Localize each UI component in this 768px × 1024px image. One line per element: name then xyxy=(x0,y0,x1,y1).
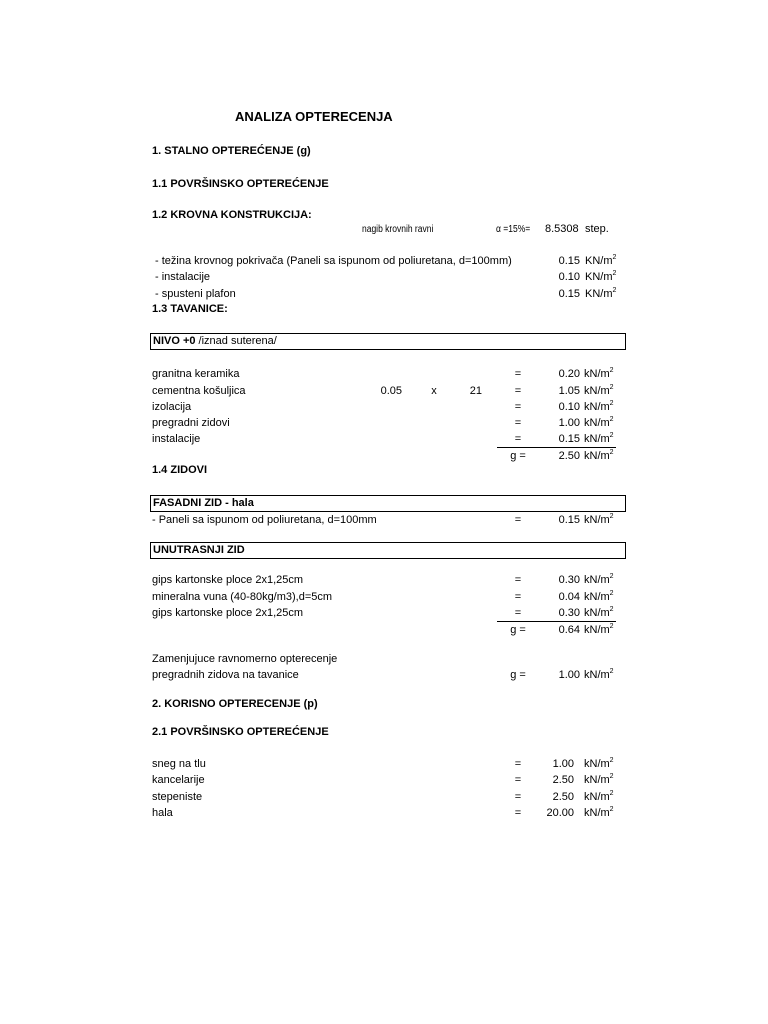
section-1-2-heading: 1.2 KROVNA KONSTRUKCIJA: xyxy=(152,209,312,221)
roof-row-value: 0.10 xyxy=(558,271,580,283)
floor-row-eq: = xyxy=(514,385,522,397)
fasadni-box-label: FASADNI ZID - hala xyxy=(153,497,254,509)
unutrasnji-box xyxy=(150,542,626,559)
roof-slope-alpha: α =15%= xyxy=(496,224,531,235)
live-load-row-label: sneg na tlu xyxy=(152,758,206,770)
floor-row-value: 1.00 xyxy=(558,417,580,429)
replacement-load-value: 1.00 xyxy=(558,669,580,681)
unutrasnji-box-label: UNUTRASNJI ZID xyxy=(153,544,245,556)
live-load-row-eq: = xyxy=(514,791,522,803)
wall-row-eq: = xyxy=(514,574,522,586)
fasadni-row-eq: = xyxy=(514,514,522,526)
roof-row-label: - instalacije xyxy=(155,271,211,283)
floor-row-factor-1: 0.05 xyxy=(380,385,402,397)
floor-row-label: pregradni zidovi xyxy=(152,417,230,429)
floor-row-label: izolacija xyxy=(152,401,192,413)
roof-row-label: - težina krovnog pokrivača (Paneli sa ispunom od poliuretana, d=100mm) xyxy=(155,255,512,267)
floor-total-label: g = xyxy=(510,450,526,462)
replacement-load-unit: $kN/m^2$ xyxy=(584,668,614,681)
floor-row-unit: $kN/m^2$ xyxy=(584,384,614,397)
roof-row-value: 0.15 xyxy=(558,255,580,267)
floor-total-unit: $kN/m^2$ xyxy=(584,449,614,462)
wall-row-value: 0.30 xyxy=(558,574,580,586)
floor-row-unit: $kN/m^2$ xyxy=(584,400,614,413)
wall-row-value: 0.04 xyxy=(558,591,580,603)
live-load-row-unit: $kN/m^2$ xyxy=(584,790,614,803)
floor-row-value: 0.20 xyxy=(558,368,580,380)
roof-slope-unit: step. xyxy=(585,223,609,235)
roof-row-unit: $KN/m^2$ xyxy=(585,270,617,283)
fasadni-row-unit: $kN/m^2$ xyxy=(584,513,614,526)
floor-sum-line xyxy=(497,447,616,448)
live-load-row-eq: = xyxy=(514,807,522,819)
fasadni-row-label: - Paneli sa ispunom od poliuretana, d=100mm xyxy=(152,514,377,526)
live-load-row-label: hala xyxy=(152,807,173,819)
section-1-1-heading: 1.1 POVRŠINSKO OPTEREĆENJE xyxy=(152,178,329,190)
section-2-1-heading: 2.1 POVRŠINSKO OPTEREĆENJE xyxy=(152,726,329,738)
live-load-row-label: stepeniste xyxy=(152,791,203,803)
wall-total-label: g = xyxy=(510,624,526,636)
floor-row-eq: = xyxy=(514,433,522,445)
roof-row-unit: $KN/m^2$ xyxy=(585,287,617,300)
live-load-row-value: 20.00 xyxy=(546,807,574,819)
live-load-row-unit: $kN/m^2$ xyxy=(584,757,614,770)
wall-row-unit: $kN/m^2$ xyxy=(584,590,614,603)
floor-total-value: 2.50 xyxy=(558,450,580,462)
document-title: ANALIZA OPTERECENJA xyxy=(235,109,393,124)
floor-row-value: 0.10 xyxy=(558,401,580,413)
wall-row-eq: = xyxy=(514,591,522,603)
wall-row-label: gips kartonske ploce 2x1,25cm xyxy=(152,574,304,586)
wall-row-eq: = xyxy=(514,607,522,619)
nivo-box xyxy=(150,333,626,350)
wall-row-unit: $kN/m^2$ xyxy=(584,573,614,586)
live-load-row-label: kancelarije xyxy=(152,774,205,786)
floor-row-unit: $kN/m^2$ xyxy=(584,432,614,445)
live-load-row-value: 2.50 xyxy=(552,791,574,803)
live-load-row-unit: $kN/m^2$ xyxy=(584,773,614,786)
replacement-load-line-1: Zamenjujuce ravnomerno opterecenje xyxy=(152,653,338,665)
floor-row-eq: = xyxy=(514,417,522,429)
roof-row-unit: $KN/m^2$ xyxy=(585,254,617,267)
section-2-heading: 2. KORISNO OPTERECENJE (p) xyxy=(152,698,318,710)
live-load-row-eq: = xyxy=(514,758,522,770)
live-load-row-unit: $kN/m^2$ xyxy=(584,806,614,819)
roof-slope-label: nagib krovnih ravni xyxy=(362,224,434,235)
wall-total-value: 0.64 xyxy=(558,624,580,636)
fasadni-box xyxy=(150,495,626,512)
wall-sum-line xyxy=(497,621,616,622)
floor-row-label: instalacije xyxy=(152,433,201,445)
wall-row-value: 0.30 xyxy=(558,607,580,619)
floor-row-unit: $kN/m^2$ xyxy=(584,416,614,429)
roof-slope-value: 8.5308 xyxy=(545,223,579,235)
live-load-row-eq: = xyxy=(514,774,522,786)
floor-row-unit: $kN/m^2$ xyxy=(584,367,614,380)
wall-total-unit: $kN/m^2$ xyxy=(584,623,614,636)
roof-row-value: 0.15 xyxy=(558,288,580,300)
floor-row-factor-2: 21 xyxy=(469,385,482,397)
floor-row-label: granitna keramika xyxy=(152,368,240,380)
fasadni-row-value: 0.15 xyxy=(558,514,580,526)
floor-row-value: 0.15 xyxy=(558,433,580,445)
replacement-load-line-2: pregradnih zidova na tavanice xyxy=(152,669,299,681)
wall-row-unit: $kN/m^2$ xyxy=(584,606,614,619)
floor-row-eq: = xyxy=(514,368,522,380)
wall-row-label: gips kartonske ploce 2x1,25cm xyxy=(152,607,304,619)
section-1-heading: 1. STALNO OPTEREĆENJE (g) xyxy=(152,145,311,157)
section-1-3-heading: 1.3 TAVANICE: xyxy=(152,303,228,315)
floor-row-label: cementna košuljica xyxy=(152,385,246,397)
section-1-4-heading: 1.4 ZIDOVI xyxy=(152,464,208,476)
nivo-box-label: NIVO +0 /iznad suterena/ xyxy=(153,335,277,347)
wall-row-label: mineralna vuna (40-80kg/m3),d=5cm xyxy=(152,591,333,603)
floor-row-value: 1.05 xyxy=(558,385,580,397)
floor-row-times: x xyxy=(431,385,437,397)
live-load-row-value: 2.50 xyxy=(552,774,574,786)
roof-row-label: - spusteni plafon xyxy=(155,288,236,300)
live-load-row-value: 1.00 xyxy=(552,758,574,770)
floor-row-eq: = xyxy=(514,401,522,413)
replacement-load-label: g = xyxy=(510,669,526,681)
